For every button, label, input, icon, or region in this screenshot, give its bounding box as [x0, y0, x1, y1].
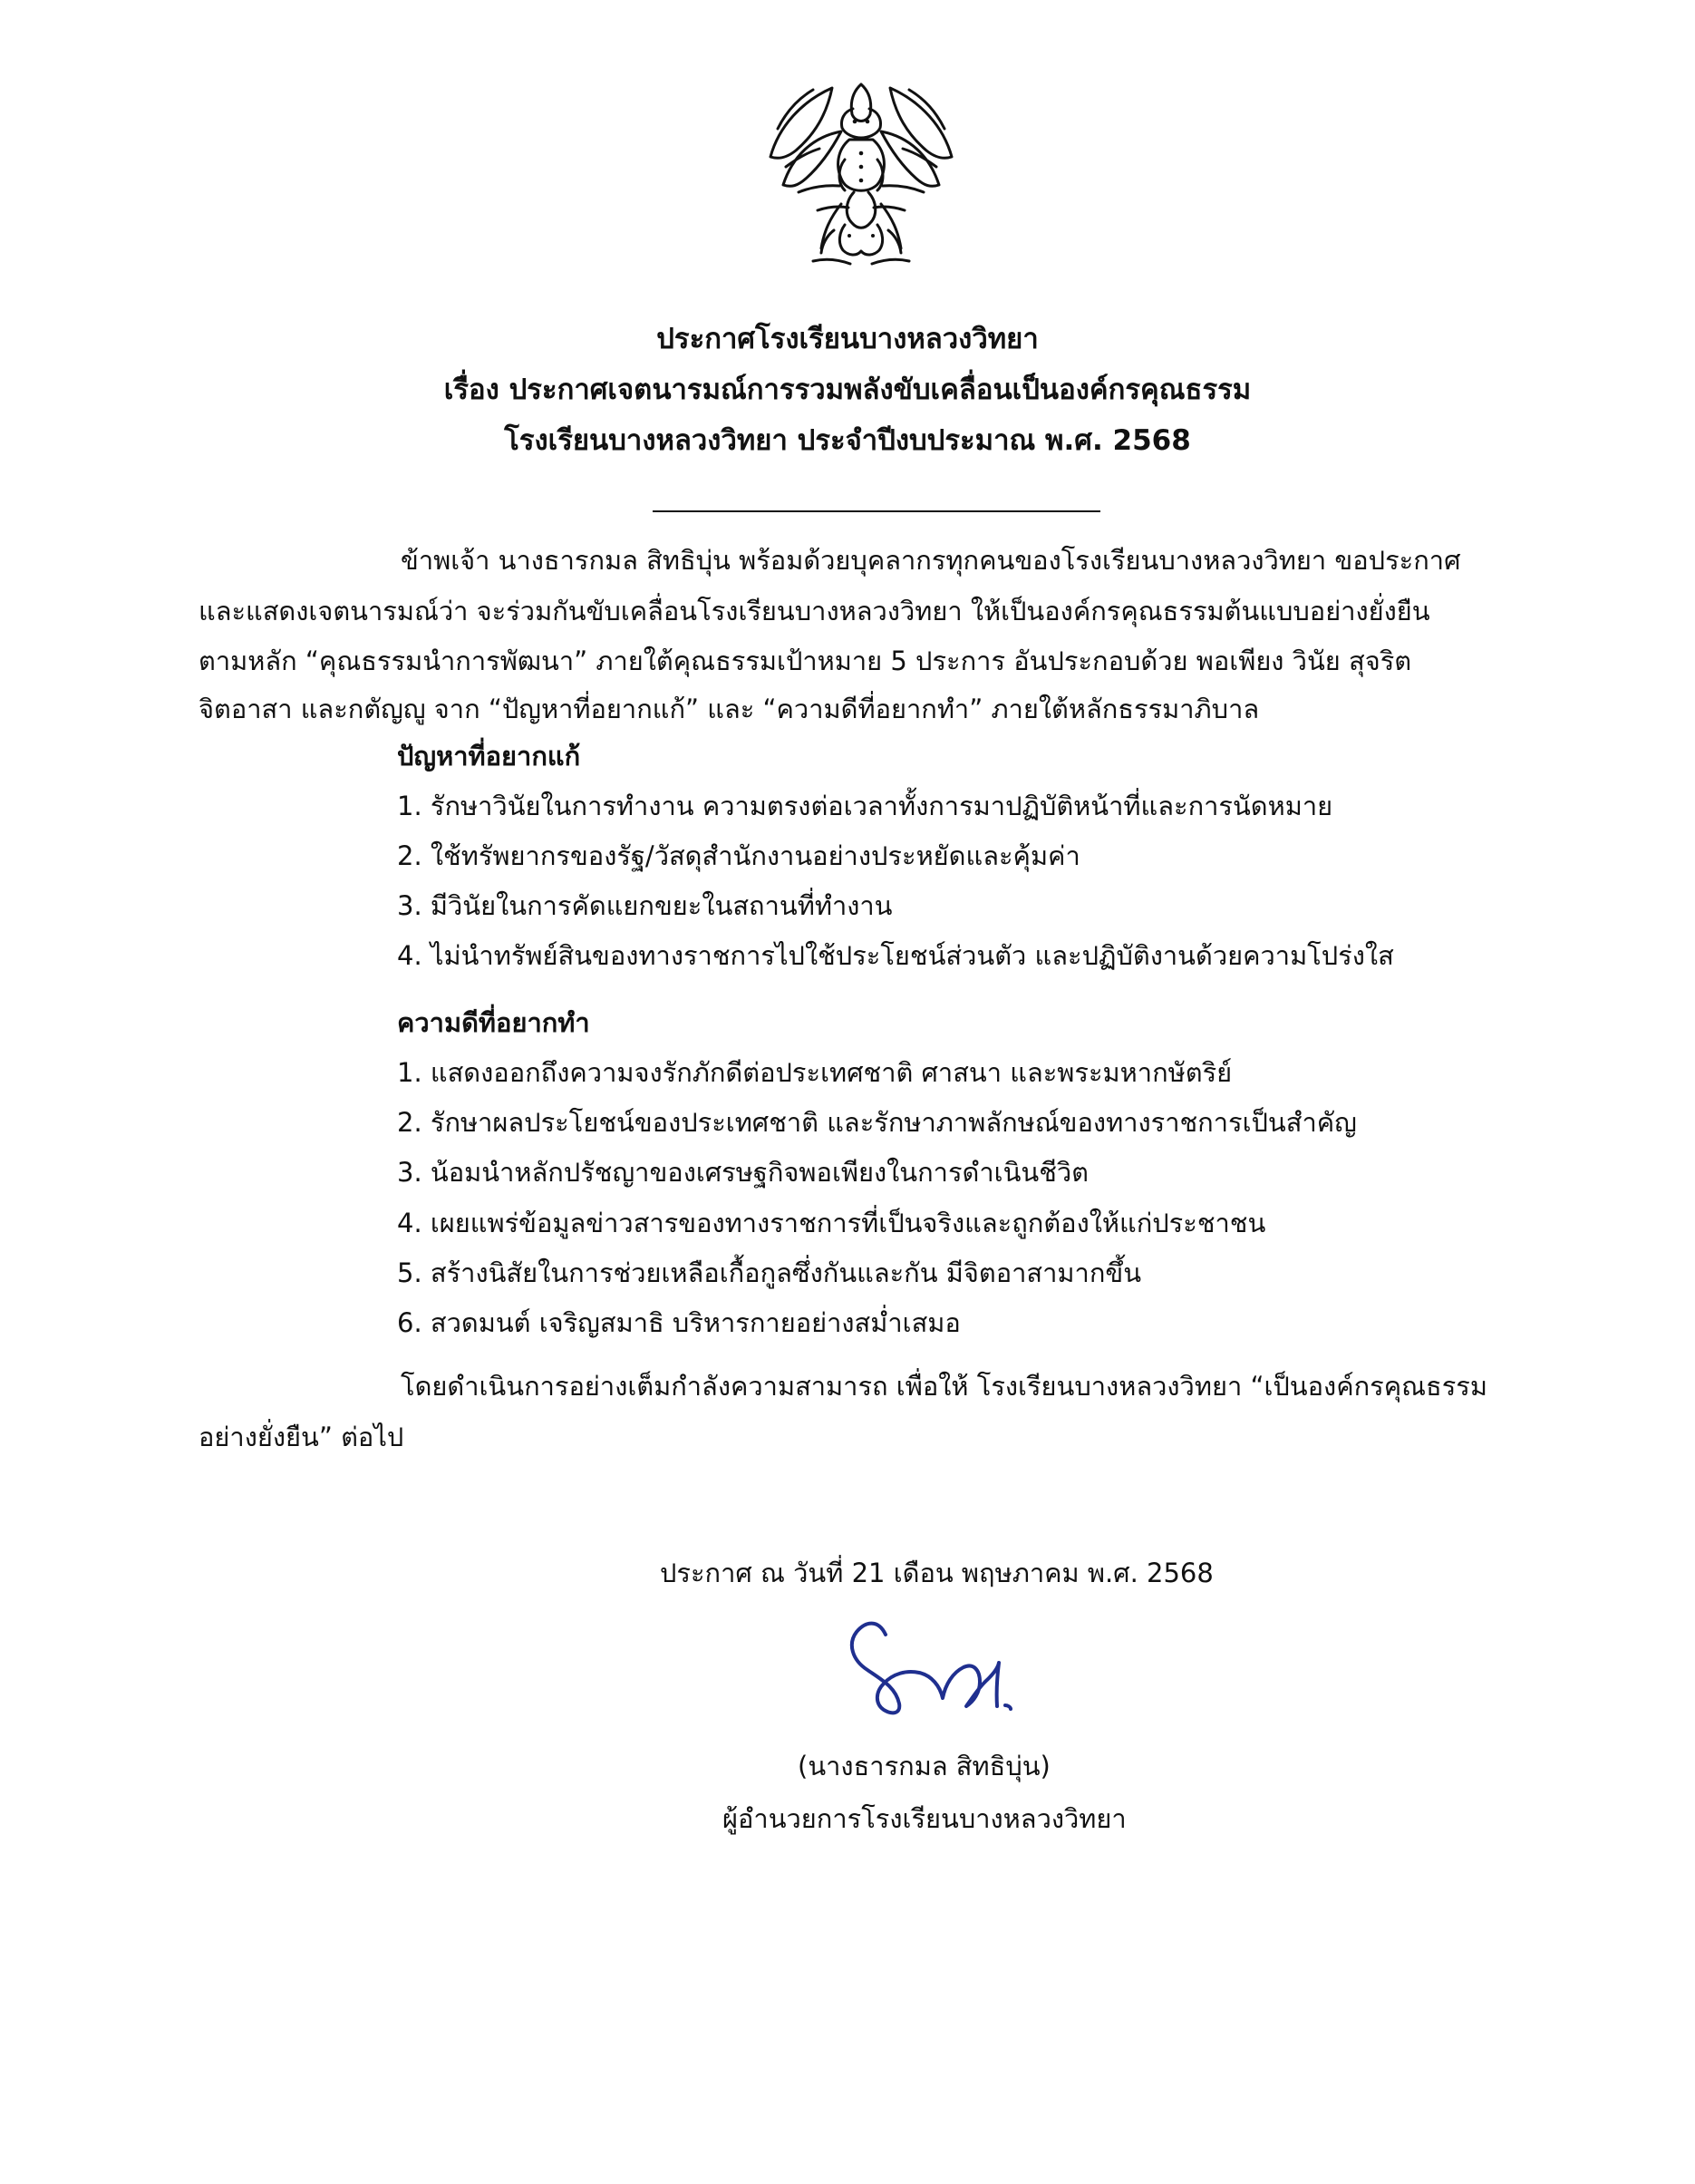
goodness-item: 5. สร้างนิสัยในการช่วยเหลือเกื้อกูลซึ่งกันและกัน มีจิตอาสามากขึ้น	[397, 1257, 1142, 1288]
intro-line-1: ข้าพเจ้า นางธารกมล สิทธิบุ่น พร้อมด้วยบุคลากรทุกคนของโรงเรียนบางหลวงวิทยา ขอประกาศ	[401, 545, 1461, 576]
announcement-subject: เรื่อง ประกาศเจตนารมณ์การรวมพลังขับเคลื่อนเป็นองค์กรคุณธรรม	[443, 374, 1252, 406]
goodness-item: 1. แสดงออกถึงความจงรักภักดีต่อประเทศชาติ ศาสนา และพระมหากษัตริย์	[397, 1057, 1233, 1088]
goodness-heading: ความดีที่อยากทำ	[397, 1007, 590, 1038]
goodness-item: 2. รักษาผลประโยชน์ของประเทศชาติ และรักษาภาพลักษณ์ของทางราชการเป็นสำคัญ	[397, 1107, 1357, 1138]
problem-item: 3. มีวินัยในการคัดแยกขยะในสถานที่ทำงาน	[397, 890, 893, 921]
goodness-item: 3. น้อมนำหลักปรัชญาของเศรษฐกิจพอเพียงในการดำเนินชีวิต	[397, 1157, 1090, 1188]
intro-line-3: ตามหลัก “คุณธรรมนำการพัฒนา” ภายใต้คุณธรรมเป้าหมาย 5 ประการ อันประกอบด้วย พอเพียง วินัย สุจริต	[199, 645, 1412, 676]
problems-heading: ปัญหาที่อยากแก้	[397, 741, 581, 772]
garuda-emblem-icon	[761, 71, 961, 275]
problem-item: 2. ใช้ทรัพยากรของรัฐ/วัสดุสำนักงานอย่างประหยัดและคุ้มค่า	[397, 840, 1080, 871]
closing-line-1: โดยดำเนินการอย่างเต็มกำลังความสามารถ เพื่อให้ โรงเรียนบางหลวงวิทยา “เป็นองค์กรคุณธรรม	[401, 1371, 1487, 1402]
announcement-subtitle: โรงเรียนบางหลวงวิทยา ประจำปีงบประมาณ พ.ศ. 2568	[504, 424, 1191, 457]
announcement-date: ประกาศ ณ วันที่ 21 เดือน พฤษภาคม พ.ศ. 2568	[660, 1558, 1214, 1588]
problem-item: 4. ไม่นำทรัพย์สินของทางราชการไปใช้ประโยชน์ส่วนตัว และปฏิบัติงานด้วยความโปร่งใส	[397, 940, 1394, 971]
signatory-name: (นางธารกมล สิทธิบุ่น)	[798, 1751, 1051, 1781]
intro-line-2: และแสดงเจตนารมณ์ว่า จะร่วมกันขับเคลื่อนโรงเรียนบางหลวงวิทยา ให้เป็นองค์กรคุณธรรมต้นแบบอย่างยั่งยืน	[199, 596, 1430, 626]
goodness-item: 6. สวดมนต์ เจริญสมาธิ บริหารกายอย่างสม่ำเสมอ	[397, 1307, 961, 1338]
announcement-title: ประกาศโรงเรียนบางหลวงวิทยา	[656, 323, 1039, 355]
problem-item: 1. รักษาวินัยในการทำงาน ความตรงต่อเวลาทั้งการมาปฏิบัติหน้าที่และการนัดหมาย	[397, 791, 1333, 821]
header-divider	[653, 510, 1100, 512]
closing-line-2: อย่างยั่งยืน” ต่อไป	[199, 1422, 404, 1452]
signature-icon	[826, 1612, 1025, 1721]
signatory-position: ผู้อำนวยการโรงเรียนบางหลวงวิทยา	[722, 1803, 1127, 1834]
goodness-item: 4. เผยแพร่ข้อมูลข่าวสารของทางราชการที่เป็นจริงและถูกต้องให้แก่ประชาชน	[397, 1208, 1266, 1238]
intro-line-4: จิตอาสา และกตัญญู จาก “ปัญหาที่อยากแก้” และ “ความดีที่อยากทำ” ภายใต้หลักธรรมาภิบาล	[199, 694, 1260, 724]
